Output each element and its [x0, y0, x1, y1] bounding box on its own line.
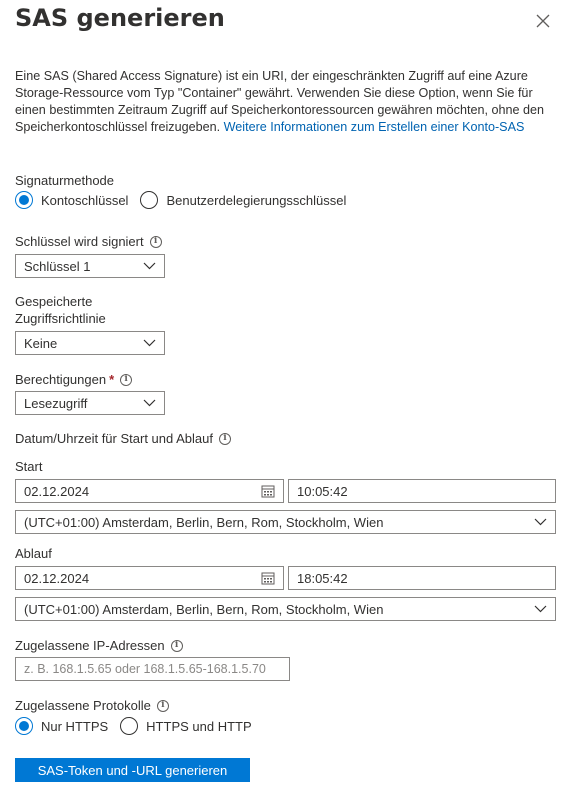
- signature-method-label: [15, 172, 114, 189]
- radio-option-https-only[interactable]: [15, 717, 108, 735]
- start-label-text: Start: [15, 459, 43, 474]
- info-icon[interactable]: i: [219, 433, 231, 445]
- chevron-down-icon: [533, 515, 547, 529]
- panel-description: [15, 68, 550, 136]
- signing-key-dropdown[interactable]: [15, 254, 165, 278]
- allowed-ips-field[interactable]: [15, 657, 290, 681]
- radio-label-https-only: Nur HTTPS: [41, 718, 109, 734]
- required-mark: *: [109, 372, 115, 387]
- protocols-label-text: Zugelassene Protokolle: [15, 698, 151, 713]
- info-icon[interactable]: i: [150, 236, 162, 248]
- start-timezone-value: (UTC+01:00) Amsterdam, Berlin, Bern, Rom, Stockholm, Wien: [24, 514, 384, 530]
- chevron-down-icon: [142, 259, 156, 273]
- signature-method-label-text: Signaturmethode: [15, 173, 115, 188]
- radio-https-and-http[interactable]: [120, 717, 138, 735]
- start-time-value: 10:05:42: [297, 483, 348, 499]
- start-label: [15, 458, 42, 475]
- info-icon[interactable]: i: [120, 374, 132, 386]
- learn-more-link[interactable]: Weitere Informationen zum Erstellen einer Konto-SAS: [223, 120, 525, 134]
- signing-key-label-text: Schlüssel wird signiert: [15, 234, 144, 249]
- permissions-value: Lesezugriff: [24, 395, 88, 411]
- expiry-date-value: 02.12.2024: [24, 570, 90, 586]
- radio-https-only[interactable]: [15, 717, 33, 735]
- start-time-input[interactable]: [288, 479, 556, 503]
- signature-method-radio-group: [15, 191, 358, 209]
- protocols-label: [15, 697, 169, 714]
- allowed-ips-label: [15, 637, 183, 654]
- datetime-label: [15, 430, 231, 447]
- close-button[interactable]: [532, 10, 554, 32]
- start-timezone-dropdown[interactable]: [15, 510, 556, 534]
- allowed-ips-input[interactable]: [24, 662, 281, 676]
- stored-policy-dropdown[interactable]: [15, 331, 165, 355]
- panel-title: SAS generieren: [15, 4, 225, 32]
- stored-policy-label-line1: Gespeicherte: [15, 294, 93, 309]
- chevron-down-icon: [142, 396, 156, 410]
- close-icon: [536, 14, 550, 28]
- signing-key-value: Schlüssel 1: [24, 258, 91, 274]
- start-date-value: 02.12.2024: [24, 483, 90, 499]
- expiry-timezone-dropdown[interactable]: [15, 597, 556, 621]
- radio-label-user-delegation-key: Benutzerdelegierungsschlüssel: [166, 192, 347, 208]
- allowed-ips-label-text: Zugelassene IP-Adressen: [15, 638, 165, 653]
- radio-label-account-key: Kontoschlüssel: [41, 192, 129, 208]
- expiry-time-value: 18:05:42: [297, 570, 348, 586]
- calendar-icon[interactable]: [261, 484, 275, 498]
- chevron-down-icon: [142, 336, 156, 350]
- radio-option-user-delegation-key[interactable]: [140, 191, 346, 209]
- permissions-label-text: Berechtigungen: [15, 372, 107, 387]
- radio-user-delegation-key[interactable]: [140, 191, 158, 209]
- expiry-label-text: Ablauf: [15, 546, 52, 561]
- expiry-date-input[interactable]: [15, 566, 284, 590]
- info-icon[interactable]: i: [171, 640, 183, 652]
- chevron-down-icon: [533, 602, 547, 616]
- signing-key-label: [15, 233, 162, 250]
- radio-option-https-and-http[interactable]: [120, 717, 251, 735]
- stored-policy-label: [15, 293, 106, 327]
- info-icon[interactable]: i: [157, 700, 169, 712]
- calendar-icon[interactable]: [261, 571, 275, 585]
- permissions-label: [15, 371, 132, 388]
- expiry-label: [15, 545, 52, 562]
- radio-option-account-key[interactable]: [15, 191, 128, 209]
- protocols-radio-group: [15, 717, 264, 735]
- radio-account-key[interactable]: [15, 191, 33, 209]
- expiry-time-input[interactable]: [288, 566, 556, 590]
- stored-policy-value: Keine: [24, 335, 58, 351]
- stored-policy-label-line2: Zugriffsrichtlinie: [15, 311, 106, 326]
- description-text: Eine SAS (Shared Access Signature) ist ein URI, der eingeschränkten Zugriff auf eine Azure Storage-Ressource vom Typ "Container" gewährt. Verwenden Sie diese Option, wenn Sie für einen bestimmten Zeitraum Zugriff auf Speicherkontoressourcen gewähren möchten, ohne den Speicherkontoschlüssel freizugeben.: [15, 69, 545, 134]
- datetime-label-text: Datum/Uhrzeit für Start und Ablauf: [15, 431, 213, 446]
- expiry-timezone-value: (UTC+01:00) Amsterdam, Berlin, Bern, Rom, Stockholm, Wien: [24, 601, 384, 617]
- generate-sas-button[interactable]: SAS-Token und -URL generieren: [15, 758, 250, 782]
- radio-label-https-and-http: HTTPS und HTTP: [146, 718, 252, 734]
- start-date-input[interactable]: [15, 479, 284, 503]
- permissions-dropdown[interactable]: [15, 391, 165, 415]
